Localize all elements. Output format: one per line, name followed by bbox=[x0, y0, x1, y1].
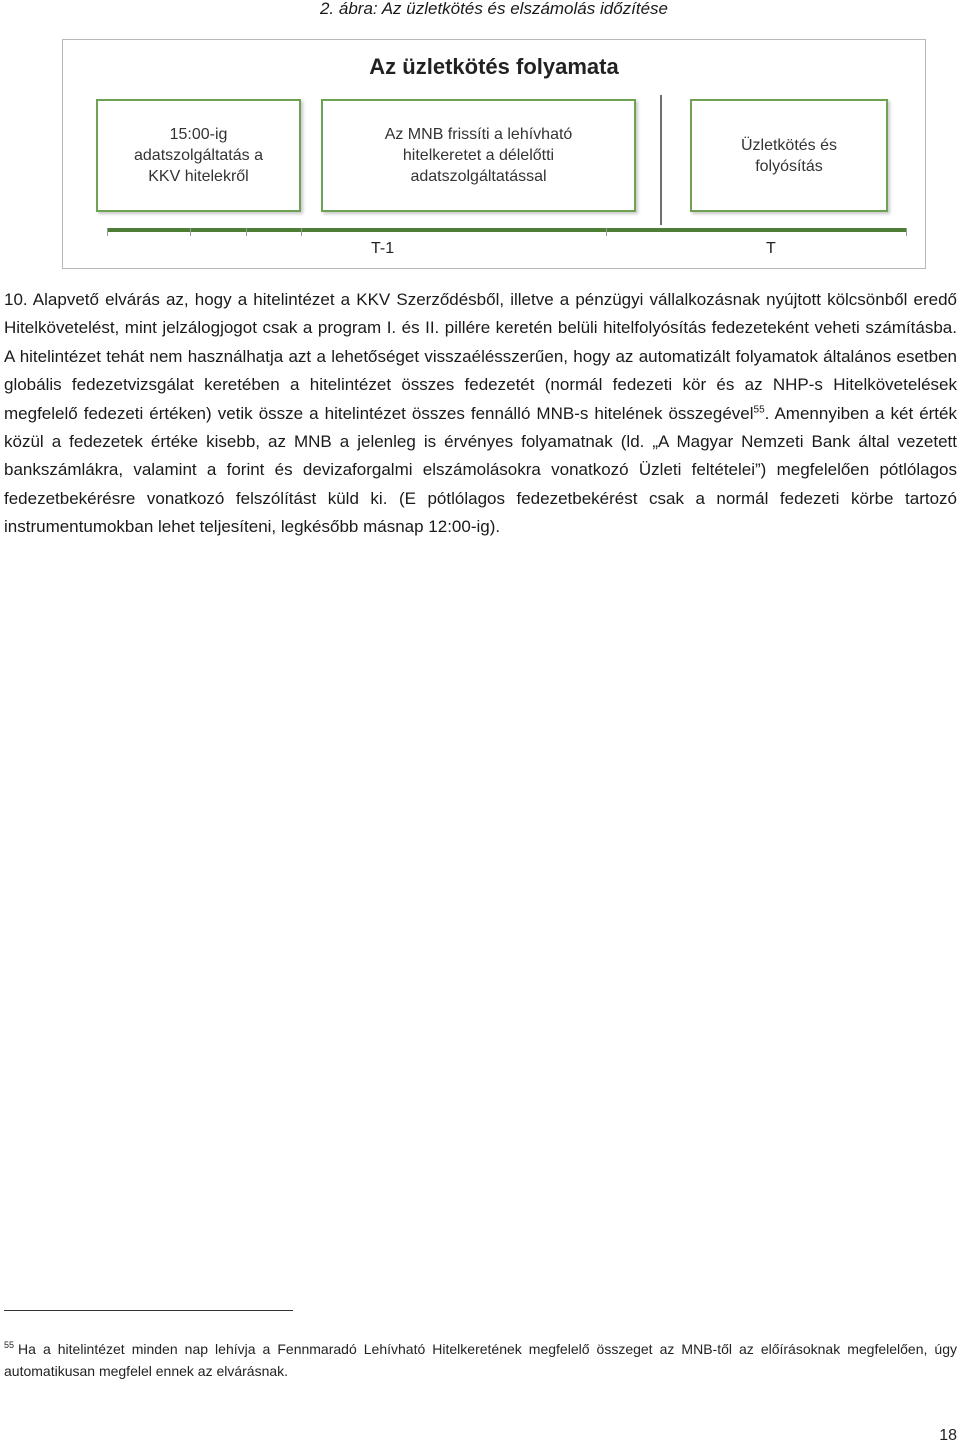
timeline-tick bbox=[606, 228, 607, 236]
body-paragraph bbox=[4, 286, 957, 542]
timeline-tick bbox=[190, 228, 191, 236]
step-box-credit-limit-update bbox=[321, 99, 636, 212]
step-box-reporting bbox=[96, 99, 301, 212]
timeline-tick bbox=[301, 228, 302, 236]
diagram-title: Az üzletkötés folyamata bbox=[369, 54, 619, 79]
timeline-bar bbox=[107, 228, 907, 232]
timeline-tick bbox=[246, 228, 247, 236]
timeline-label-current-day: T bbox=[766, 240, 776, 257]
footnote-separator bbox=[4, 1310, 293, 1311]
footnote-reference[interactable]: 55 bbox=[753, 403, 765, 415]
timeline-tick bbox=[906, 228, 907, 236]
day-divider-line bbox=[660, 95, 662, 225]
footnote-text: Ha a hitelintézet minden nap lehívja a Fennmaradó Lehívható Hitelkeretének megfelelő összeget az MNB-től az előírásoknak megfelelően, úgy automatikusan megfelel ennek az elvárásnak. bbox=[4, 1341, 957, 1379]
figure-caption: 2. ábra: Az üzletkötés és elszámolás időzítése bbox=[319, 0, 669, 18]
paragraph-text-continued: . Amennyiben a két érték közül a fedezetek értéke kisebb, az MNB a jelenleg is érvényes folyamatnak (ld. „A Magyar Nemzeti Bank által vezetett bankszámlákra, valamint a forint és devizaforgalmi elszámolásokra vonatkozó Üzleti feltételei”) megfelelően pótlólagos fedezetbekérésre vonatkozó felszólítást küld ki. (E pótlólagos fedezetbekérést csak a normál fedezeti körbe tartozó instrumentumokban lehet teljesíteni, legkésőbb másnap 12:00-ig). bbox=[4, 403, 957, 537]
step-label: Üzletkötés és folyósítás bbox=[740, 136, 838, 175]
step-box-deal-disbursement bbox=[690, 99, 888, 212]
page-number: 18 bbox=[939, 1427, 957, 1444]
timeline-label-prev-day: T-1 bbox=[371, 240, 395, 257]
timeline-tick bbox=[107, 228, 108, 236]
footnote bbox=[4, 1338, 957, 1382]
step-label: Az MNB frissíti a lehívható hitelkeretet a délelőtti adatszolgáltatással bbox=[384, 126, 573, 185]
process-diagram bbox=[62, 39, 926, 269]
paragraph-text: 10. Alapvető elvárás az, hogy a hitelintézet a KKV Szerződésből, illetve a pénzügyi vállalkozásnak nyújtott kölcsönből eredő Hitelkövetelést, mint jelzálogjogot csak a program I. és II. pillére keretén belüli hitelfolyósítás fedezeteként veheti számításba. A hitelintézet tehát nem használhatja azt a lehetőséget visszaélésszerűen, hogy az automatizált folyamatok általános esetben globális fedezetvizsgálat keretében a hitelintézet összes fedezetét (normál fedezeti kör és az NHP-s Hitelkövetelések megfelelő fedezeti értéken) vetik össze a hitelintézet összes fennálló MNB-s hitelének összegével bbox=[4, 290, 957, 423]
footnote-number: 55 bbox=[4, 1340, 15, 1351]
step-label: 15:00-ig adatszolgáltatás a KKV hitelekről bbox=[134, 126, 263, 185]
